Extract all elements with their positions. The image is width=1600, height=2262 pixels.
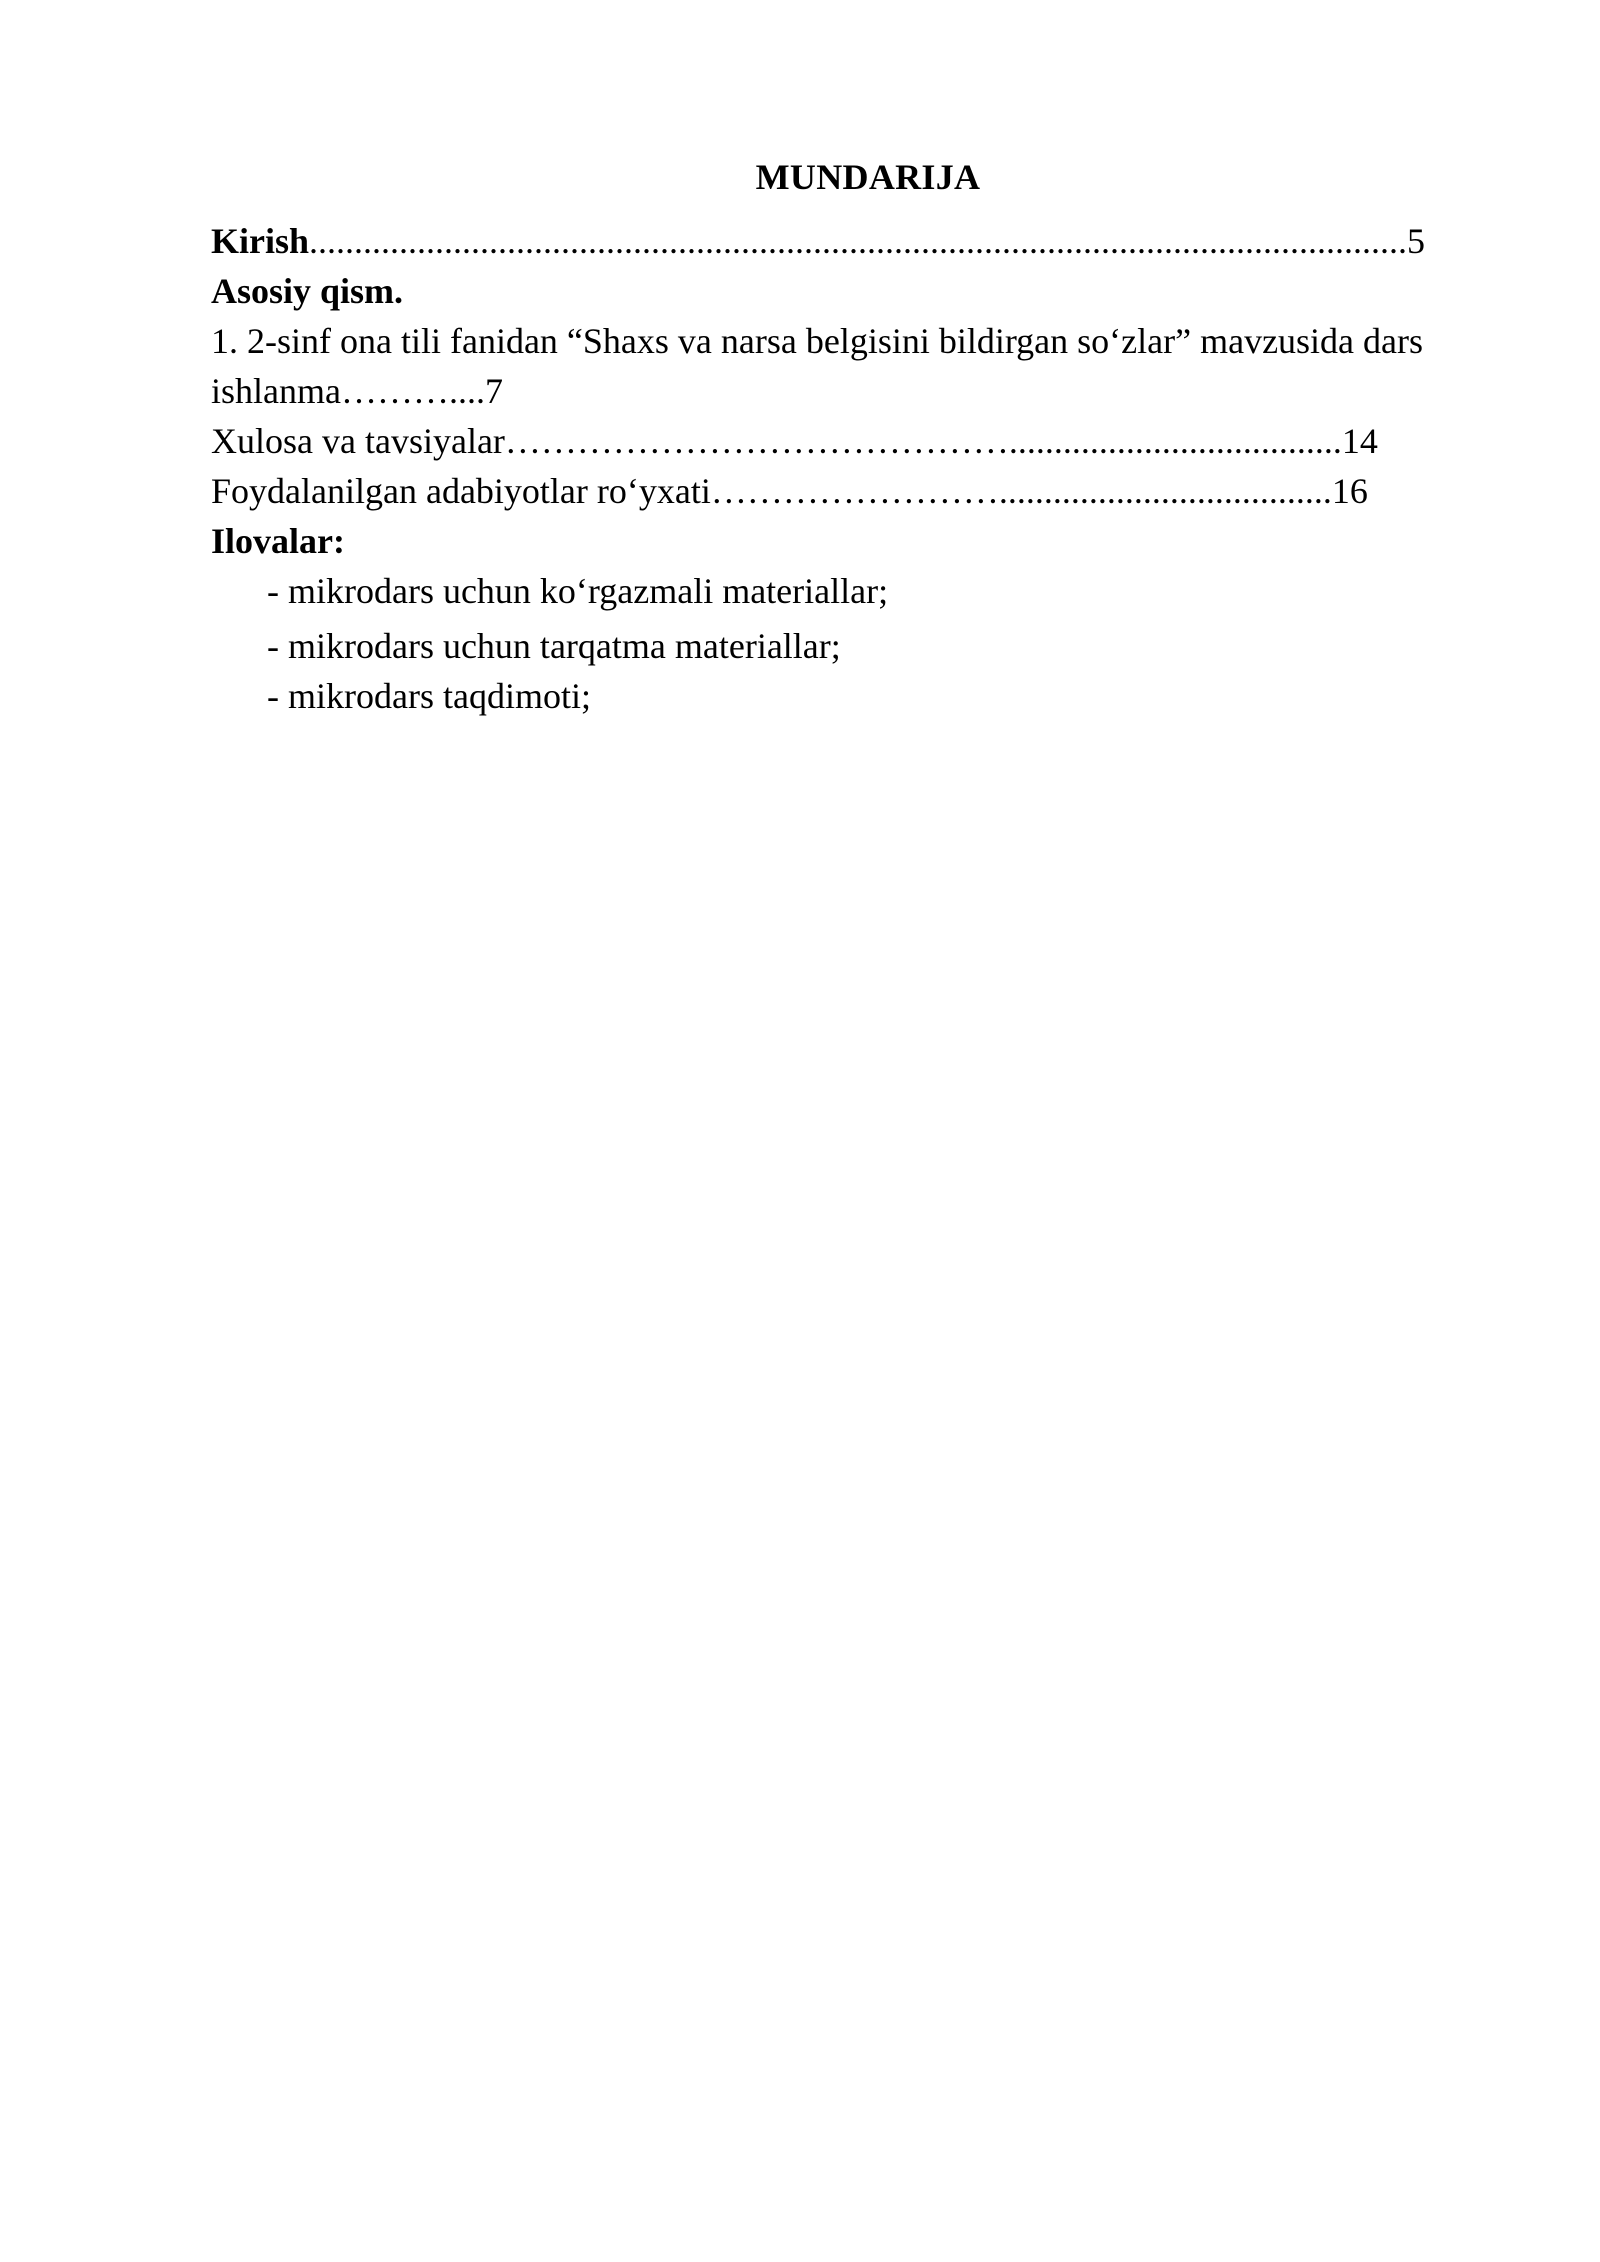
toc-page-number: 5 xyxy=(1407,221,1426,261)
toc-heading-asosiy: Asosiy qism. xyxy=(211,271,404,311)
toc-leader: .......................................................................................................................... xyxy=(309,221,1408,261)
ilovalar-list-item: - mikrodars uchun tarqatma materiallar; xyxy=(267,626,841,666)
ilovalar-list-item: - mikrodars taqdimoti; xyxy=(267,676,591,716)
page-title: MUNDARIJA xyxy=(755,157,981,197)
toc-entry-item1-line2 xyxy=(211,366,503,416)
toc-entry-foydalanilgan xyxy=(211,466,1368,516)
toc-heading-ilovalar: Ilovalar: xyxy=(211,521,345,561)
toc-entry-kirish xyxy=(211,216,1425,266)
toc-leader: ……………………………………..................................... xyxy=(504,421,1342,461)
toc-entry-xulosa xyxy=(211,416,1378,466)
toc-page-number: 14 xyxy=(1341,421,1378,461)
ilovalar-list-item: - mikrodars uchun ko‘rgazmali materiallar; xyxy=(267,571,889,611)
toc-page-number: 16 xyxy=(1331,471,1368,511)
toc-leader: ……………………..................................... xyxy=(710,471,1332,511)
toc-entry-label: ishlanma xyxy=(211,371,341,411)
toc-entry-label: Xulosa va tavsiyalar xyxy=(211,421,505,461)
toc-entry-label: Foydalanilgan adabiyotlar ro‘yxati xyxy=(211,471,711,511)
toc-entry-label: Kirish xyxy=(211,221,310,261)
toc-leader: ……….... xyxy=(340,371,485,411)
toc-entry-item1-line1: 1. 2-sinf ona tili fanidan “Shaxs va narsa belgisini bildirgan so‘zlar” mavzusida dars xyxy=(211,321,1424,361)
toc-page-number: 7 xyxy=(484,371,503,411)
